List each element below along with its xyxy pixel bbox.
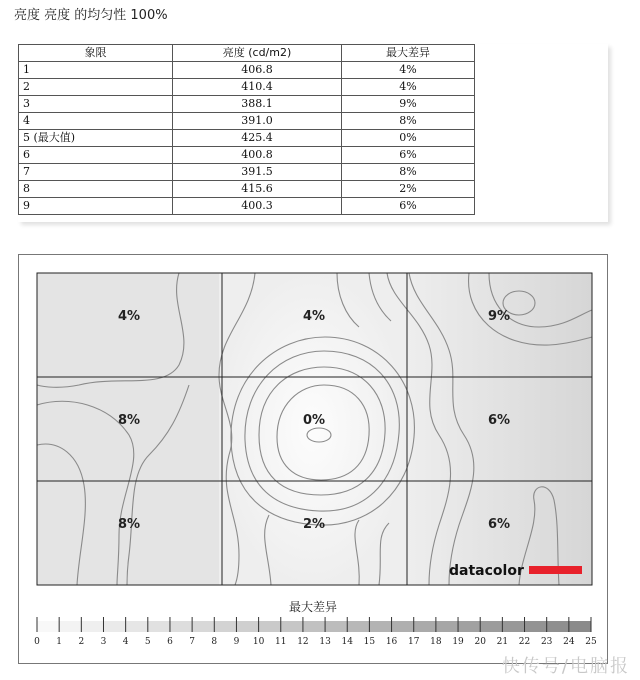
uniformity-heatmap-frame: [18, 254, 608, 664]
scale-tick-label: 18: [430, 637, 442, 647]
scale-tick-label: 20: [474, 637, 486, 647]
table-row: [19, 113, 475, 130]
scale-swatch: [103, 621, 126, 632]
scale-tick-label: 16: [385, 637, 398, 647]
scale-tick-label: 21: [496, 637, 509, 647]
scale-swatch: [569, 621, 592, 632]
cell-label: 2%: [302, 517, 326, 532]
cell-difference: 6%: [342, 147, 475, 164]
cell-difference: 6%: [342, 198, 475, 215]
scale-swatch: [347, 621, 370, 632]
scale-swatch: [458, 621, 481, 632]
scale-swatch: [192, 621, 215, 632]
scale-tick-label: 24: [563, 637, 575, 647]
cell-difference: 4%: [342, 62, 475, 79]
cell-quadrant: 4: [19, 113, 173, 130]
scale-tick-label: 0: [34, 637, 40, 647]
page-title: 亮度 亮度 的均匀性 100%: [14, 8, 168, 23]
scale-swatch: [325, 621, 348, 632]
cell-quadrant: 5 (最大值): [19, 130, 173, 147]
cell-luminance: 415.6: [173, 181, 342, 198]
scale-tick-label: 13: [319, 637, 331, 647]
scale-swatch: [436, 621, 459, 632]
scale-tick-label: 1: [56, 637, 63, 647]
scale-swatch: [525, 621, 548, 632]
cell-quadrant: 3: [19, 96, 173, 113]
cell-label: 4%: [117, 309, 141, 324]
scale-swatch: [126, 621, 149, 632]
scale-swatch: [414, 621, 437, 632]
scale-tick-label: 8: [211, 637, 218, 647]
table-row: [19, 79, 475, 96]
scale-swatch: [59, 621, 82, 632]
scale-tick-label: 11: [275, 637, 287, 647]
scale-swatch: [37, 621, 60, 632]
cell-difference: 9%: [342, 96, 475, 113]
scale-tick-label: 17: [407, 637, 420, 647]
scale-tick-label: 2: [78, 637, 85, 647]
cell-label: 8%: [117, 413, 141, 428]
cell-label: 6%: [487, 413, 511, 428]
heatmap-plot-area: [37, 273, 592, 585]
scale-label: 最大差异: [288, 600, 338, 614]
cell-luminance: 391.5: [173, 164, 342, 181]
uniformity-table-container: [18, 44, 608, 224]
scale-swatch: [214, 621, 237, 632]
header-luminance: 亮度 (cd/m2): [173, 45, 342, 62]
scale-swatch: [281, 621, 304, 632]
cell-difference: 4%: [342, 79, 475, 96]
scale-tick-label: 3: [100, 637, 107, 647]
table-row: [19, 198, 475, 215]
cell-luminance: 388.1: [173, 96, 342, 113]
table-row: [19, 96, 475, 113]
cell-luminance: 425.4: [173, 130, 342, 147]
header-quadrant: 象限: [19, 45, 173, 62]
scale-tick-label: 5: [144, 637, 151, 647]
scale-swatch: [547, 621, 570, 632]
difference-scale: [34, 617, 597, 647]
scale-tick-label: 7: [189, 637, 195, 647]
cell-quadrant: 9: [19, 198, 173, 215]
uniformity-table: [18, 44, 475, 215]
scale-tick-label: 25: [585, 637, 597, 647]
cell-label: 9%: [487, 309, 511, 324]
table-row: [19, 62, 475, 79]
cell-quadrant: 6: [19, 147, 173, 164]
scale-swatch: [259, 621, 282, 632]
cell-quadrant: 2: [19, 79, 173, 96]
scale-tick-label: 4: [122, 637, 129, 647]
header-max-difference: 最大差异: [342, 45, 475, 62]
scale-tick-label: 6: [167, 637, 173, 647]
cell-difference: 0%: [342, 130, 475, 147]
scale-swatch: [236, 621, 259, 632]
scale-swatch: [170, 621, 193, 632]
cell-difference: 2%: [342, 181, 475, 198]
cell-label: 4%: [302, 309, 326, 324]
scale-swatch: [480, 621, 503, 632]
scale-tick-label: 19: [452, 637, 464, 647]
cell-label: 8%: [117, 517, 141, 532]
scale-tick-label: 15: [363, 637, 376, 647]
cell-difference: 8%: [342, 164, 475, 181]
scale-tick-label: 14: [341, 637, 353, 647]
scale-tick-label: 10: [252, 637, 265, 647]
cell-quadrant: 1: [19, 62, 173, 79]
scale-swatch: [148, 621, 171, 632]
table-row: [19, 164, 475, 181]
scale-tick-label: 9: [233, 637, 240, 647]
table-row: [19, 147, 475, 164]
datacolor-logo-bar: [529, 566, 582, 574]
cell-luminance: 410.4: [173, 79, 342, 96]
cell-quadrant: 7: [19, 164, 173, 181]
table-header-row: [19, 45, 475, 62]
cell-quadrant: 8: [19, 181, 173, 198]
cell-luminance: 406.8: [173, 62, 342, 79]
scale-swatch: [392, 621, 415, 632]
scale-tick-label: 23: [540, 637, 553, 647]
cell-luminance: 400.8: [173, 147, 342, 164]
scale-swatch: [369, 621, 392, 632]
uniformity-heatmap: [19, 255, 607, 663]
cell-difference: 8%: [342, 113, 475, 130]
cell-luminance: 391.0: [173, 113, 342, 130]
table-row: [19, 130, 475, 147]
table-row: [19, 181, 475, 198]
watermark: 快传号/电脑报: [501, 656, 630, 677]
scale-swatch: [502, 621, 525, 632]
cell-luminance: 400.3: [173, 198, 342, 215]
datacolor-logo-text: datacolor: [449, 563, 524, 579]
scale-tick-label: 12: [297, 637, 309, 647]
cell-label: 0%: [302, 413, 326, 428]
scale-swatch: [81, 621, 104, 632]
scale-tick-label: 22: [518, 637, 531, 647]
scale-swatch: [303, 621, 326, 632]
cell-label: 6%: [487, 517, 511, 532]
